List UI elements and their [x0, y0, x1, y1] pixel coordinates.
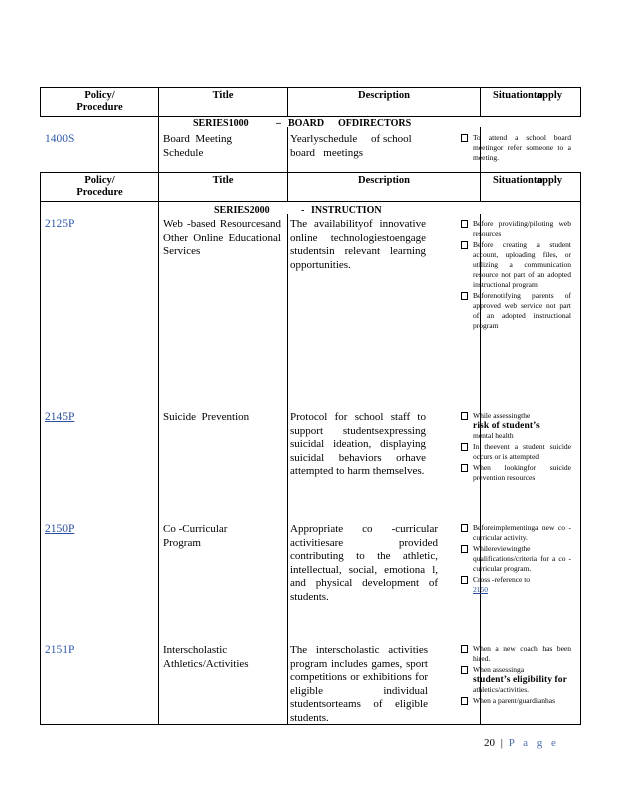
title-suicide-prevention: Suicide Prevention: [163, 411, 250, 423]
title-line: Athletics/Activities: [163, 657, 249, 670]
table-left-border: [40, 202, 41, 725]
series1000-label: SERIES1000: [193, 118, 249, 129]
situation-item: [461, 411, 571, 441]
policy-link-2145p[interactable]: 2145P: [45, 411, 75, 423]
situation-list-2145p: [461, 411, 571, 484]
header-description: Description: [288, 173, 481, 201]
policy-code-1400s: 1400S: [45, 133, 75, 145]
header-apply-text: apply: [536, 90, 562, 101]
header-policy-text: Policy/: [84, 175, 115, 186]
situation-list-2150p: [461, 523, 571, 596]
header-description: Description: [288, 88, 481, 116]
header-title: Title: [159, 173, 288, 201]
title-co-curricular: [163, 523, 283, 550]
table-right-border: [580, 202, 581, 725]
desc-line: Yearlyschedule of school: [290, 133, 412, 145]
situation-text: mental health: [473, 431, 514, 440]
situation-text: athletics/activities.: [473, 685, 530, 694]
situation-emphasis: risk of student’s: [473, 421, 540, 431]
situation-item: When a parent/guardianhas: [461, 696, 571, 706]
situation-item: Before creating a student account, uploading files, or utilizing a communication resource not part of an adopted instructional program: [461, 240, 571, 290]
footer-separator: |: [500, 737, 503, 749]
header-title: Title: [159, 88, 288, 116]
situation-item: Before providing/piloting web resources: [461, 219, 571, 239]
situation-item: Beforeimplementinga new co -curricular activity.: [461, 523, 571, 543]
situation-text: When assessinga: [473, 665, 525, 674]
desc-line: board meetings: [290, 146, 364, 159]
title-line: Interscholastic: [163, 644, 228, 656]
page-label: P a g e: [508, 737, 559, 749]
situation-item: In theevent a student suicide occurs or is attempted: [461, 442, 571, 462]
cross-reference-text: Cross -reference to: [473, 575, 531, 584]
situation-item: [461, 575, 571, 595]
situation-item: Beforenotifying parents of approved web service not part of an adopted instructional program: [461, 291, 571, 331]
policy-code-2125p: 2125P: [45, 218, 75, 230]
title-board-meeting: [163, 133, 283, 160]
policy-code-2151p: 2151P: [45, 644, 75, 656]
header-policy-text: Policy/: [84, 90, 115, 101]
page-number: 20: [484, 737, 495, 749]
header-situation: [481, 173, 582, 201]
divider: [287, 214, 288, 725]
desc-web-resources: The availabilityof innovative online technologiestoengage studentsin relevant learning opportunities.: [290, 218, 426, 271]
title-line: Schedule: [163, 146, 204, 159]
series2000-name: INSTRUCTION: [311, 205, 382, 216]
header-situation-text: Situationto: [493, 175, 543, 186]
header-procedure-text: Procedure: [76, 187, 123, 198]
header-apply-text: apply: [536, 175, 562, 186]
situation-item: To attend a school board meetingor refer someone to a meeting.: [461, 133, 571, 163]
header-policy-procedure: [41, 88, 159, 116]
situation-item: Whilereviewingthe qualifications/criteria for a co -curricular program.: [461, 544, 571, 574]
situation-text: While assessingthe: [473, 411, 531, 420]
page-footer: [484, 737, 559, 749]
policy-link-2150p[interactable]: 2150P: [45, 523, 75, 535]
divider: [158, 117, 159, 172]
series1000-directors: OFDIRECTORS: [338, 118, 412, 129]
title-line: Board Meeting: [163, 133, 233, 145]
situation-list-1400s: [461, 133, 571, 164]
title-line: Co -Curricular: [163, 523, 228, 535]
cross-reference-link[interactable]: 2150: [473, 585, 488, 594]
title-web-resources: Web -based Resourcesand Other Online Educational Services: [163, 218, 281, 257]
desc-co-curricular: Appropriate co -curricular activitiesare provided contributing to the athletic, intellectual, social, emotiona l, and physical development of students.: [290, 523, 438, 603]
series1000-board: BOARD: [288, 118, 325, 129]
header-situation: [481, 88, 582, 116]
desc-suicide-prevention: Protocol for school staff to support studentsexpressing suicidal ideation, displaying suicidal behaviors orhave attempted to harm themselves.: [290, 411, 426, 477]
situation-list-2151p: [461, 644, 571, 707]
situation-list-2125p: [461, 219, 571, 332]
header-policy-procedure: [41, 173, 159, 201]
desc-interscholastic: The interscholastic activities program includes games, sport competitions or exhibitions for eligible individual studentsorteams of eligible students.: [290, 644, 428, 724]
series2000-dash: -: [301, 205, 305, 216]
situation-item: [461, 665, 571, 695]
situation-item: When a new coach has been hired.: [461, 644, 571, 664]
header-procedure-text: Procedure: [76, 102, 123, 113]
situation-emphasis: student’s eligibility for: [473, 675, 567, 685]
title-interscholastic: [163, 644, 283, 671]
desc-board-meeting: [290, 133, 475, 160]
table-header-row: [40, 172, 581, 202]
situation-item: When lookingfor suicide prevention resources: [461, 463, 571, 483]
header-situation-text: Situationto: [493, 90, 543, 101]
title-line: Program: [163, 536, 201, 549]
divider: [287, 127, 288, 172]
series2000-label: SERIES2000: [214, 205, 270, 216]
divider: [158, 202, 159, 725]
series1000-dash: –: [276, 118, 281, 129]
table-header-row: [40, 87, 581, 117]
